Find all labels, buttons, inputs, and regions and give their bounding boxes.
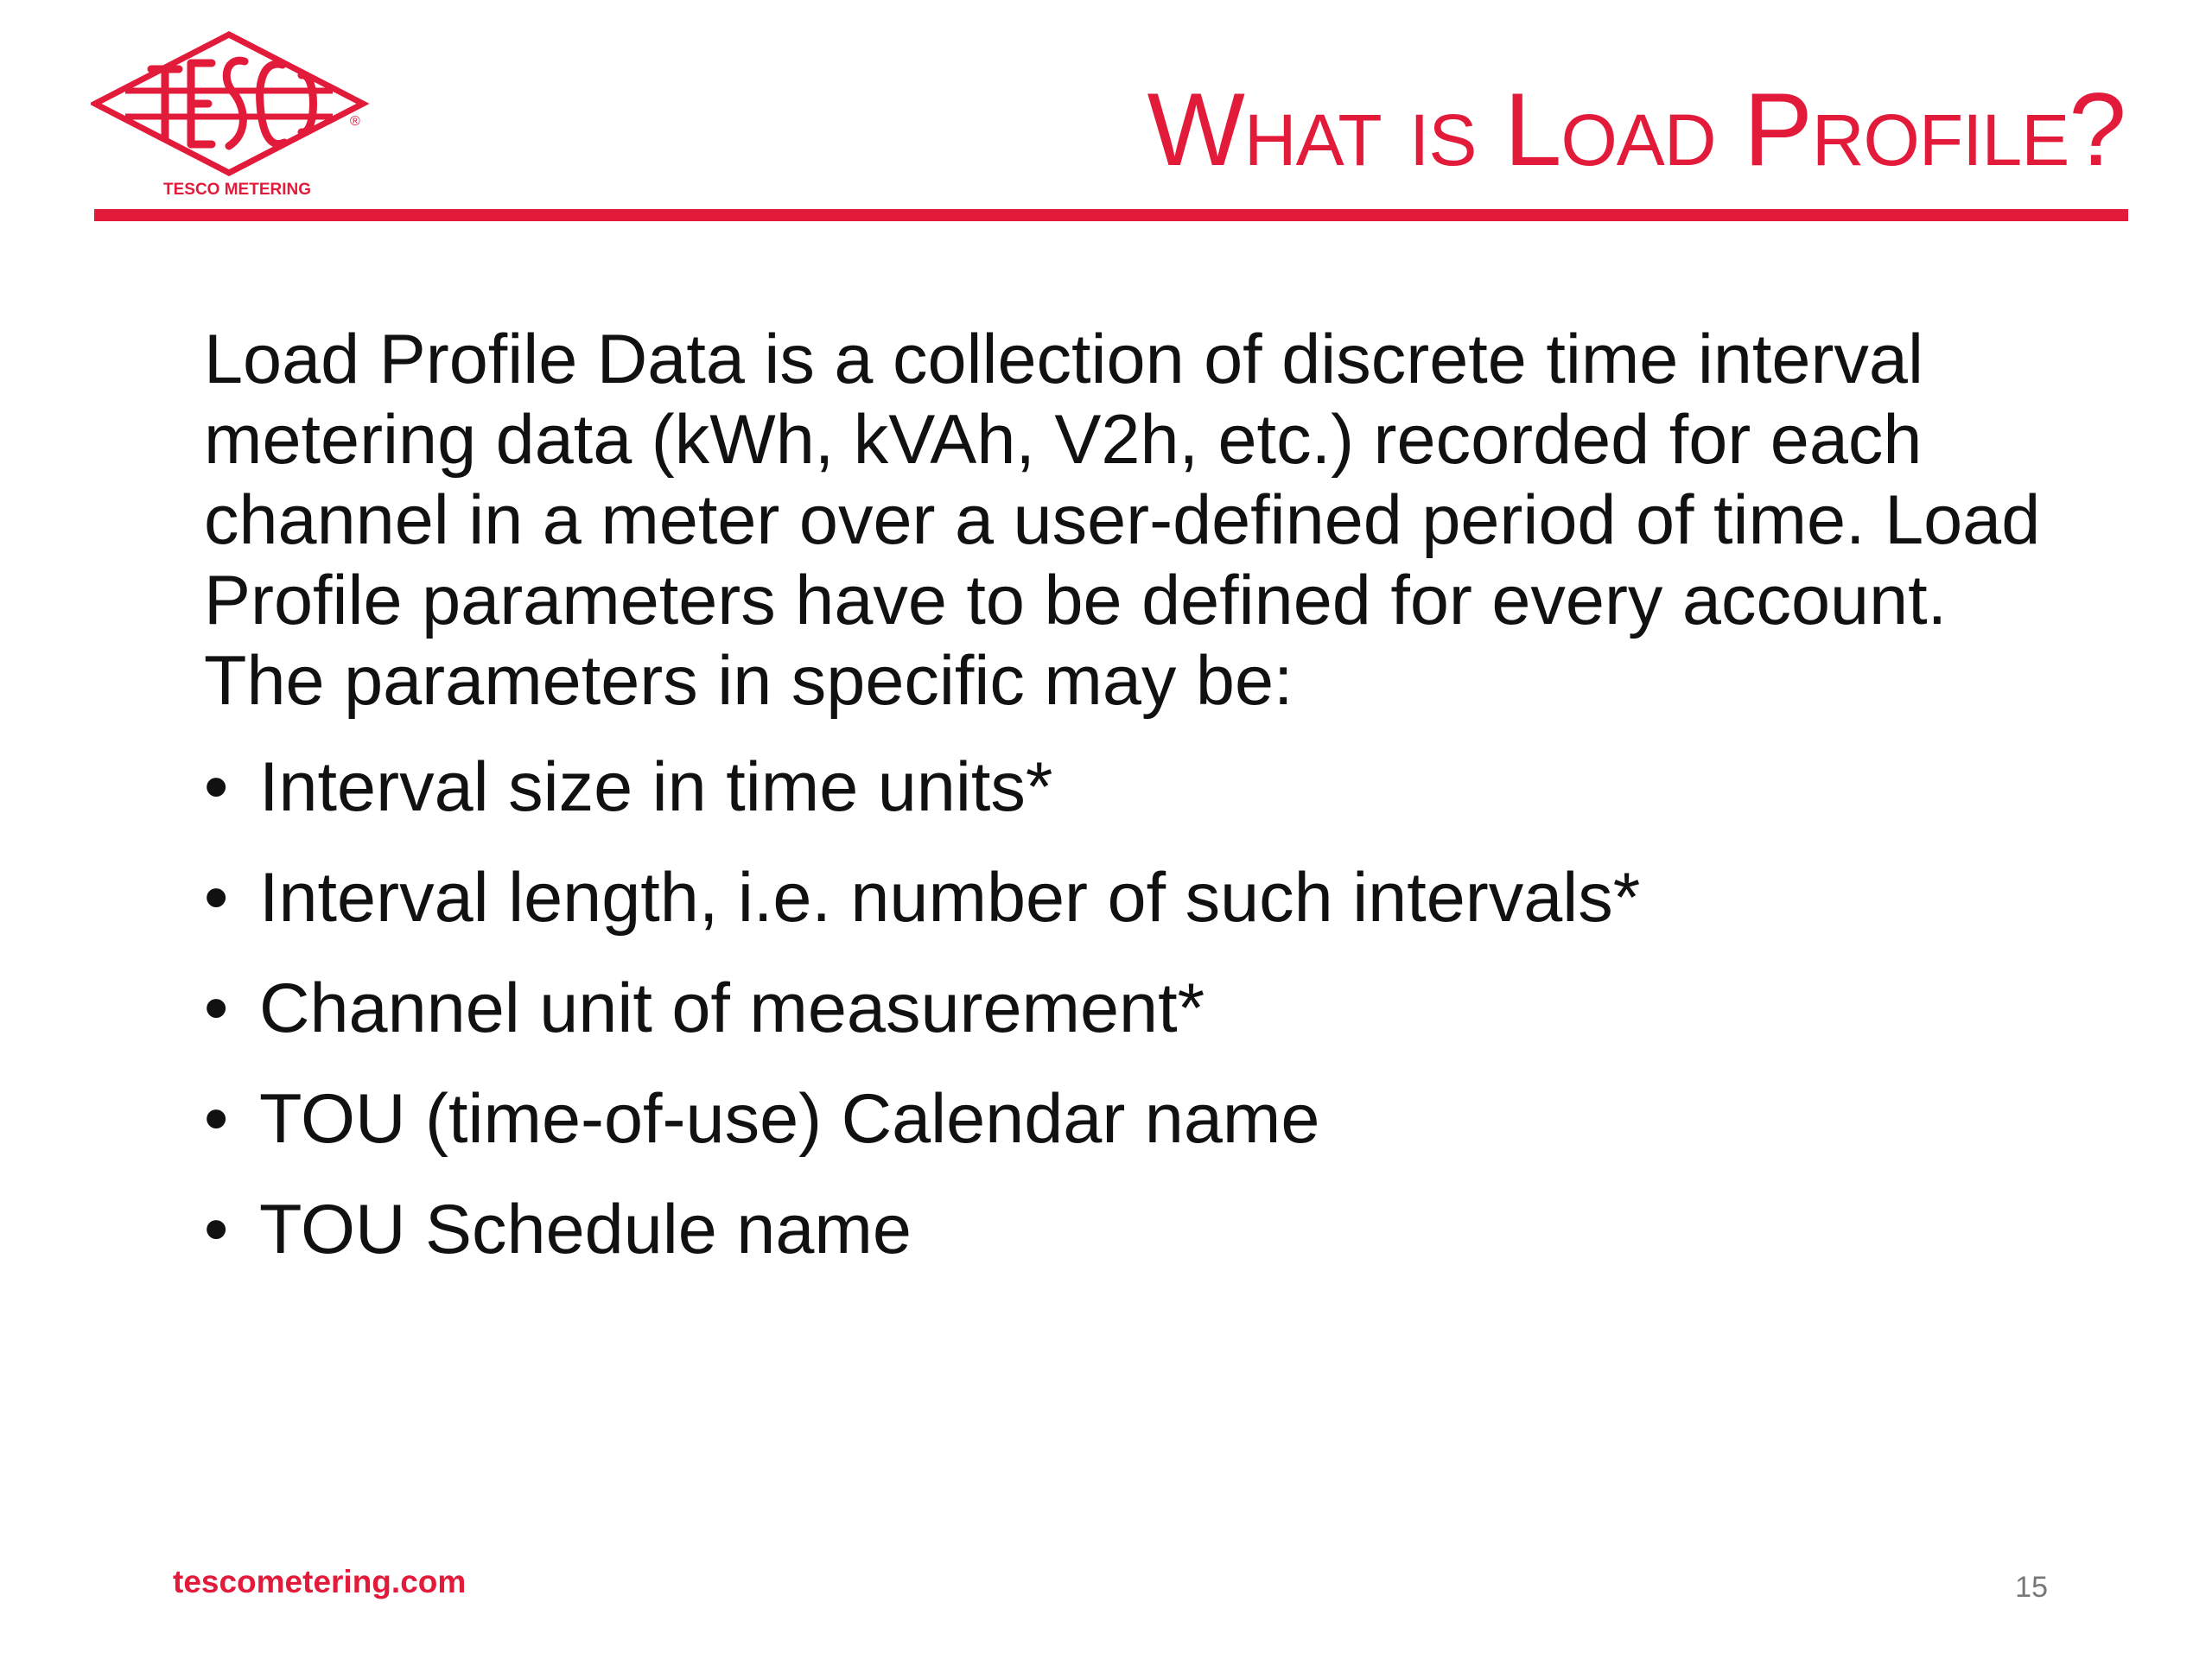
list-item-text: TOU (time-of-use) Calendar name <box>259 1080 1320 1158</box>
intro-paragraph: Load Profile Data is a collection of discrete time interval metering data (kWh, kVAh, V2h, etc.) recorded for each channel in a meter over a user-defined period of time. Load Profile parameters have to be defined for every account. The parameters in specific may be: <box>204 321 2041 720</box>
logo-caption: TESCO METERING <box>163 181 312 199</box>
bullet-icon: • <box>204 1080 229 1158</box>
slide-title: What is Load Profile? <box>1147 72 2126 188</box>
list-item-text: Interval length, i.e. number of such intervals* <box>259 859 1641 937</box>
list-item <box>204 858 2062 969</box>
slide-body <box>204 320 2062 1300</box>
tesco-logo <box>91 30 385 203</box>
bullet-icon: • <box>204 969 229 1047</box>
list-item <box>204 747 2062 858</box>
list-item-text: Channel unit of measurement* <box>259 969 1205 1047</box>
footer-website-link[interactable]: tescometering.com <box>173 1564 467 1599</box>
list-item <box>204 1079 2062 1190</box>
tesco-diamond-logo-icon <box>91 30 385 203</box>
title-divider <box>94 209 2128 221</box>
list-item <box>204 969 2062 1079</box>
list-item <box>204 1190 2062 1300</box>
bullet-icon: • <box>204 1191 229 1268</box>
list-item-text: TOU Schedule name <box>259 1191 912 1268</box>
svg-text:®: ® <box>350 114 360 129</box>
list-item-text: Interval size in time units* <box>259 748 1053 826</box>
bullet-icon: • <box>204 859 229 937</box>
bullet-icon: • <box>204 748 229 826</box>
page-number: 15 <box>2015 1571 2048 1604</box>
parameter-list <box>204 747 2062 1300</box>
